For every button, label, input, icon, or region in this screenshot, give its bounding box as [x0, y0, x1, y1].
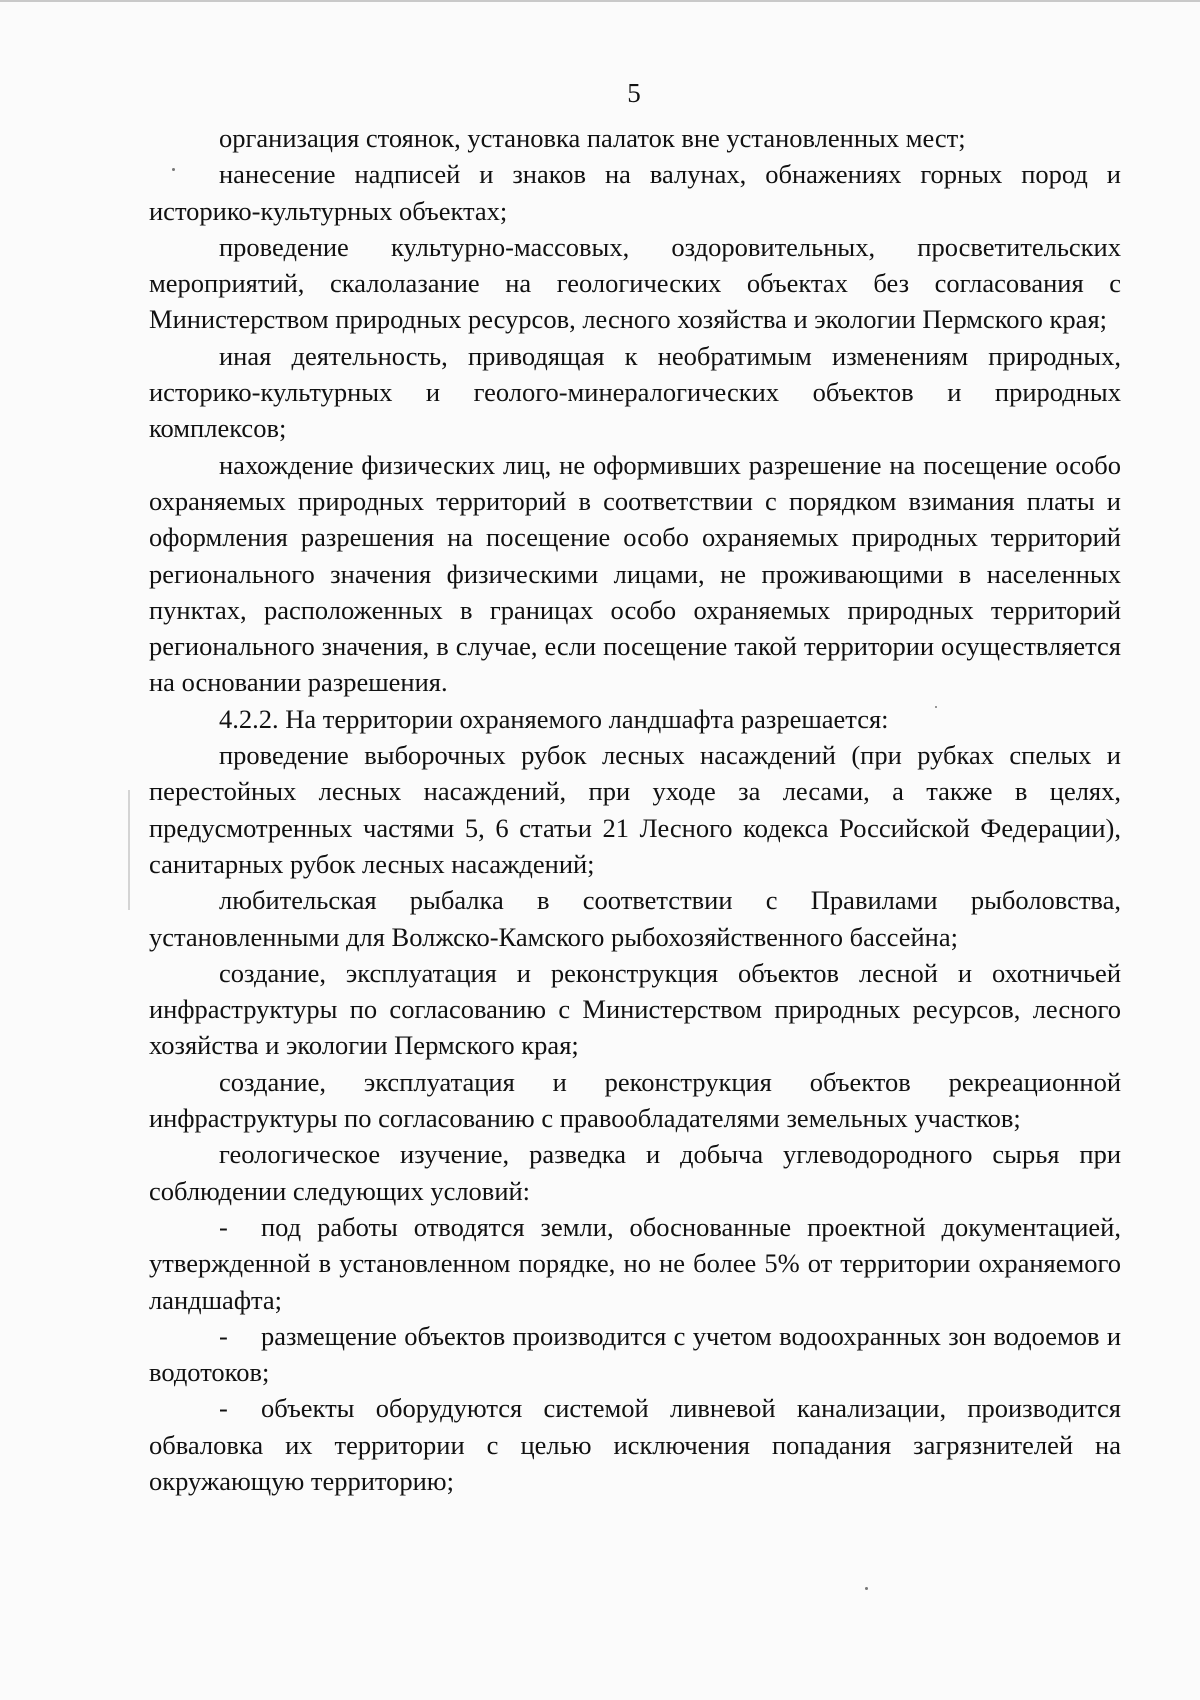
list-item-text: под работы отводятся земли, обоснованные проектной документацией, утвержденной в установленном порядке, но не более 5% от территории охраняемого ландшафта; [149, 1211, 1121, 1315]
paragraph: любительская рыбалка в соответствии с Правилами рыболовства, установленными для Волжско-Камского рыбохозяйственного бассейна; [149, 885, 1121, 952]
scan-speck [865, 1587, 868, 1590]
list-item-text: объекты оборудуются системой ливневой канализации, производится обваловка их территории с целью исключения попадания загрязнителей на окружающую территорию; [149, 1393, 1121, 1496]
list-marker: - [219, 1320, 228, 1351]
paragraph: организация стоянок, установка палаток вне установленных мест; [219, 123, 966, 153]
list-marker: - [219, 1211, 228, 1242]
section-heading-4-2-2: 4.2.2. На территории охраняемого ландшафта разрешается: [219, 703, 889, 734]
paragraph: геологическое изучение, разведка и добыча углеводородного сырья при соблюдении следующих условий: [149, 1139, 1121, 1206]
scan-artifact-line [128, 790, 130, 910]
paragraph: создание, эксплуатация и реконструкция объектов лесной и охотничьей инфраструктуры по согласованию с Министерством природных ресурсов, лесного хозяйства и экологии Пермского края; [149, 957, 1121, 1061]
paragraph: иная деятельность, приводящая к необратимым изменениям природных, историко-культурных и геолого-минералогических объектов и природных комплексов; [149, 340, 1121, 444]
paragraph: нанесение надписей и знаков на валунах, обнажениях горных пород и историко-культурных объектах; [149, 159, 1121, 226]
list-item [149, 1318, 1121, 1391]
list-item [149, 1390, 1121, 1499]
page-number: 5 [627, 78, 641, 108]
scan-top-edge [0, 0, 1200, 2]
list-item-text: размещение объектов производится с учетом водоохранных зон водоемов и водотоков; [149, 1320, 1121, 1388]
paragraph: создание, эксплуатация и реконструкция объектов рекреационной инфраструктуры по согласованию с правообладателями земельных участков; [149, 1066, 1121, 1134]
scan-speck [935, 706, 937, 708]
paragraph: проведение культурно-массовых, оздоровительных, просветительских мероприятий, скалолазание на геологических объектах без согласования с Министерством природных ресурсов, лесного хозяйства и экологии Пермского края; [149, 231, 1121, 335]
paragraph: нахождение физических лиц, не оформивших разрешение на посещение особо охраняемых природных территорий в соответствии с порядком взимания платы и оформления разрешения на посещение особо охраняемых природных территорий регионального значения физическими лицами, не проживающими в населенных пунктах, расположенных в границах особо охраняемых природных территорий регионального значения, в случае, если посещение такой территории осуществляется на основании разрешения. [149, 449, 1121, 698]
list-item [149, 1209, 1121, 1318]
scan-speck [172, 168, 175, 171]
paragraph: проведение выборочных рубок лесных насаждений (при рубках спелых и перестойных лесных насаждений, при уходе за лесами, а также в целях, предусмотренных частями 5, 6 статьи 21 Лесного кодекса Российской Федерации), санитарных рубок лесных насаждений; [149, 740, 1121, 879]
list-marker: - [219, 1393, 228, 1424]
document-body [149, 120, 1121, 1499]
